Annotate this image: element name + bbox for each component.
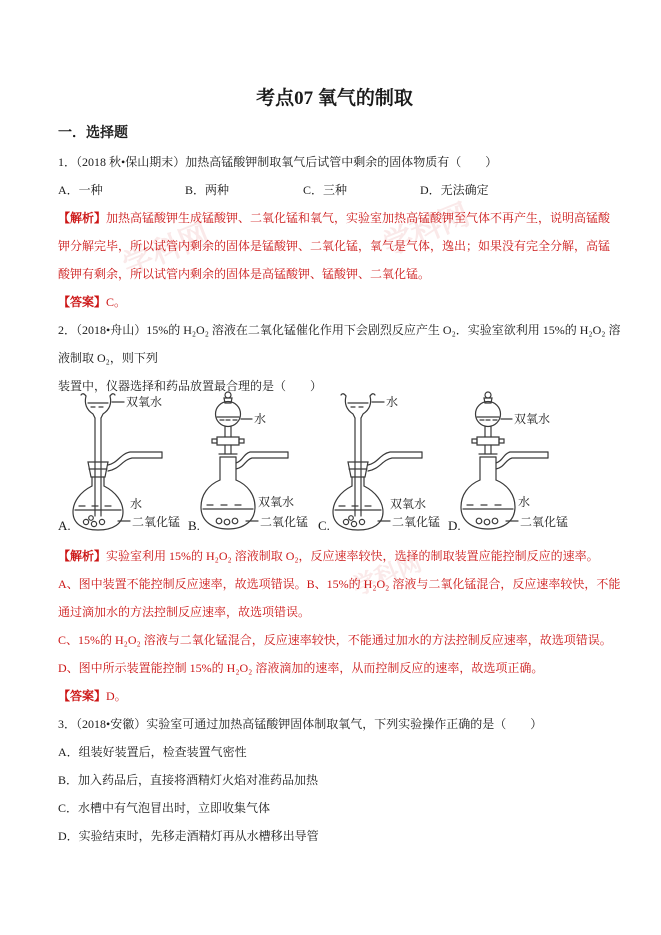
q1-answer-line [58,288,611,316]
q1-analysis-text: 加热高锰酸钾生成锰酸钾、二氧化锰和氧气，实验室加热高锰酸钾至气体不再产生，说明高锰酸 [106,211,611,225]
q3-option-a: A．组装好装置后，检查装置气密性 [58,745,247,759]
flask-solid-label: 二氧化锰 [132,515,181,529]
thistle-funnel-apparatus-icon [318,390,448,536]
analysis-label: 【解析】 [58,549,107,563]
q2-answer-value: D。 [106,689,127,703]
diagram-letter-b: B. [188,518,200,533]
q2-analysis-line: D、图中所示装置能控制 15%的 H₂O₂ 溶液滴加的速率，从而控制反应的速率，故选项正确。 [58,661,544,675]
flask-solid-label: 二氧化锰 [260,515,309,529]
q2-analysis-line [58,542,611,570]
dropping-funnel-apparatus-icon [188,390,318,536]
funnel-content-label: 双氧水 [514,412,551,426]
section-heading: 一．选择题 [58,126,128,141]
q3-option-d: D．实验结束时，先移走酒精灯再从水槽移出导管 [58,829,319,843]
analysis-label: 【解析】 [58,211,107,225]
flask-solid-label: 二氧化锰 [392,515,441,529]
q2-stem-line: 装置中，仪器选择和药品放置最合理的是（ ） [58,379,323,393]
diagram-letter-c: C. [318,518,330,533]
funnel-content-label: 水 [254,412,267,426]
answer-label: 【答案】 [58,295,107,309]
q2-analysis-line: 通过滴加水的方法控制反应速率，故选项错误。 [58,605,311,619]
q3-option-b: B．加入药品后，直接将酒精灯火焰对准药品加热 [58,773,319,787]
apparatus-diagram-a [58,390,188,536]
apparatus-diagram-b [188,390,318,536]
funnel-content-label: 水 [386,395,399,409]
watermark-text: 学科网 [118,218,215,283]
q1-option-d: D．无法确定 [420,183,489,197]
watermark-text: 学科网 [349,550,426,602]
flask-liquid-label: 水 [518,495,531,509]
q2-answer-line [58,682,611,710]
flask-liquid-label: 双氧水 [258,495,295,509]
flask-liquid-label: 水 [130,497,143,511]
q2-stem-line: 液制取 O₂，则下列 [58,351,158,365]
q2-analysis-text: 实验室利用 15%的 H₂O₂ 溶液制取 O₂，反应速率较快，选择的制取装置应能控制反应的速率。 [106,549,599,563]
q2-stem-line: 2．（2018•舟山）15%的 H₂O₂ 溶液在二氧化锰催化作用下会剧烈反应产生 O₂．实验室欲利用 15%的 H₂O₂ 溶 [58,323,621,337]
apparatus-diagram-d [448,390,578,536]
q2-apparatus-diagrams [58,390,611,536]
q1-option-c: C．三种 [303,183,348,197]
diagram-letter-a: A. [58,518,71,533]
watermark-text: 学科网 [378,198,475,263]
q2-analysis-line: C、15%的 H₂O₂ 溶液与二氧化锰混合，反应速率较快，不能通过加水的方法控制反应速率，故选项错误。 [58,633,612,647]
q3-option-c: C．水槽中有气泡冒出时，立即收集气体 [58,801,271,815]
q1-options-row [58,176,611,204]
q1-analysis-line: 酸钾有剩余，所以试管内剩余的固体是高锰酸钾、锰酸钾、二氧化锰。 [58,267,431,281]
q1-answer-value: C。 [106,295,127,309]
q1-analysis-line: 钾分解完毕，所以试管内剩余的固体是锰酸钾、二氧化锰，氧气是气体，逸出；如果没有完全分解，高锰 [58,239,611,253]
q1-analysis-line [58,204,611,232]
dropping-funnel-apparatus-icon [448,390,578,536]
q1-option-a: A．一种 [58,183,103,197]
q1-stem: 1．（2018 秋•保山期末）加热高锰酸钾制取氧气后试管中剩余的固体物质有（ ） [58,155,498,169]
flask-solid-label: 二氧化锰 [520,515,569,529]
diagram-letter-d: D. [448,518,461,533]
flask-liquid-label: 双氧水 [390,497,427,511]
q3-stem: 3．（2018•安徽）实验室可通过加热高锰酸钾固体制取氧气，下列实验操作正确的是（ ） [58,717,543,731]
funnel-content-label: 双氧水 [126,395,163,409]
answer-label: 【答案】 [58,689,107,703]
q1-option-b: B．两种 [185,183,230,197]
q2-analysis-line: A、图中装置不能控制反应速率，故选项错误。B、15%的 H₂O₂ 溶液与二氧化锰混合，反应速率较快，不能 [58,577,621,591]
apparatus-diagram-c [318,390,448,536]
page-title: 考点07 氧气的制取 [256,88,413,109]
thistle-funnel-apparatus-icon [58,390,188,536]
